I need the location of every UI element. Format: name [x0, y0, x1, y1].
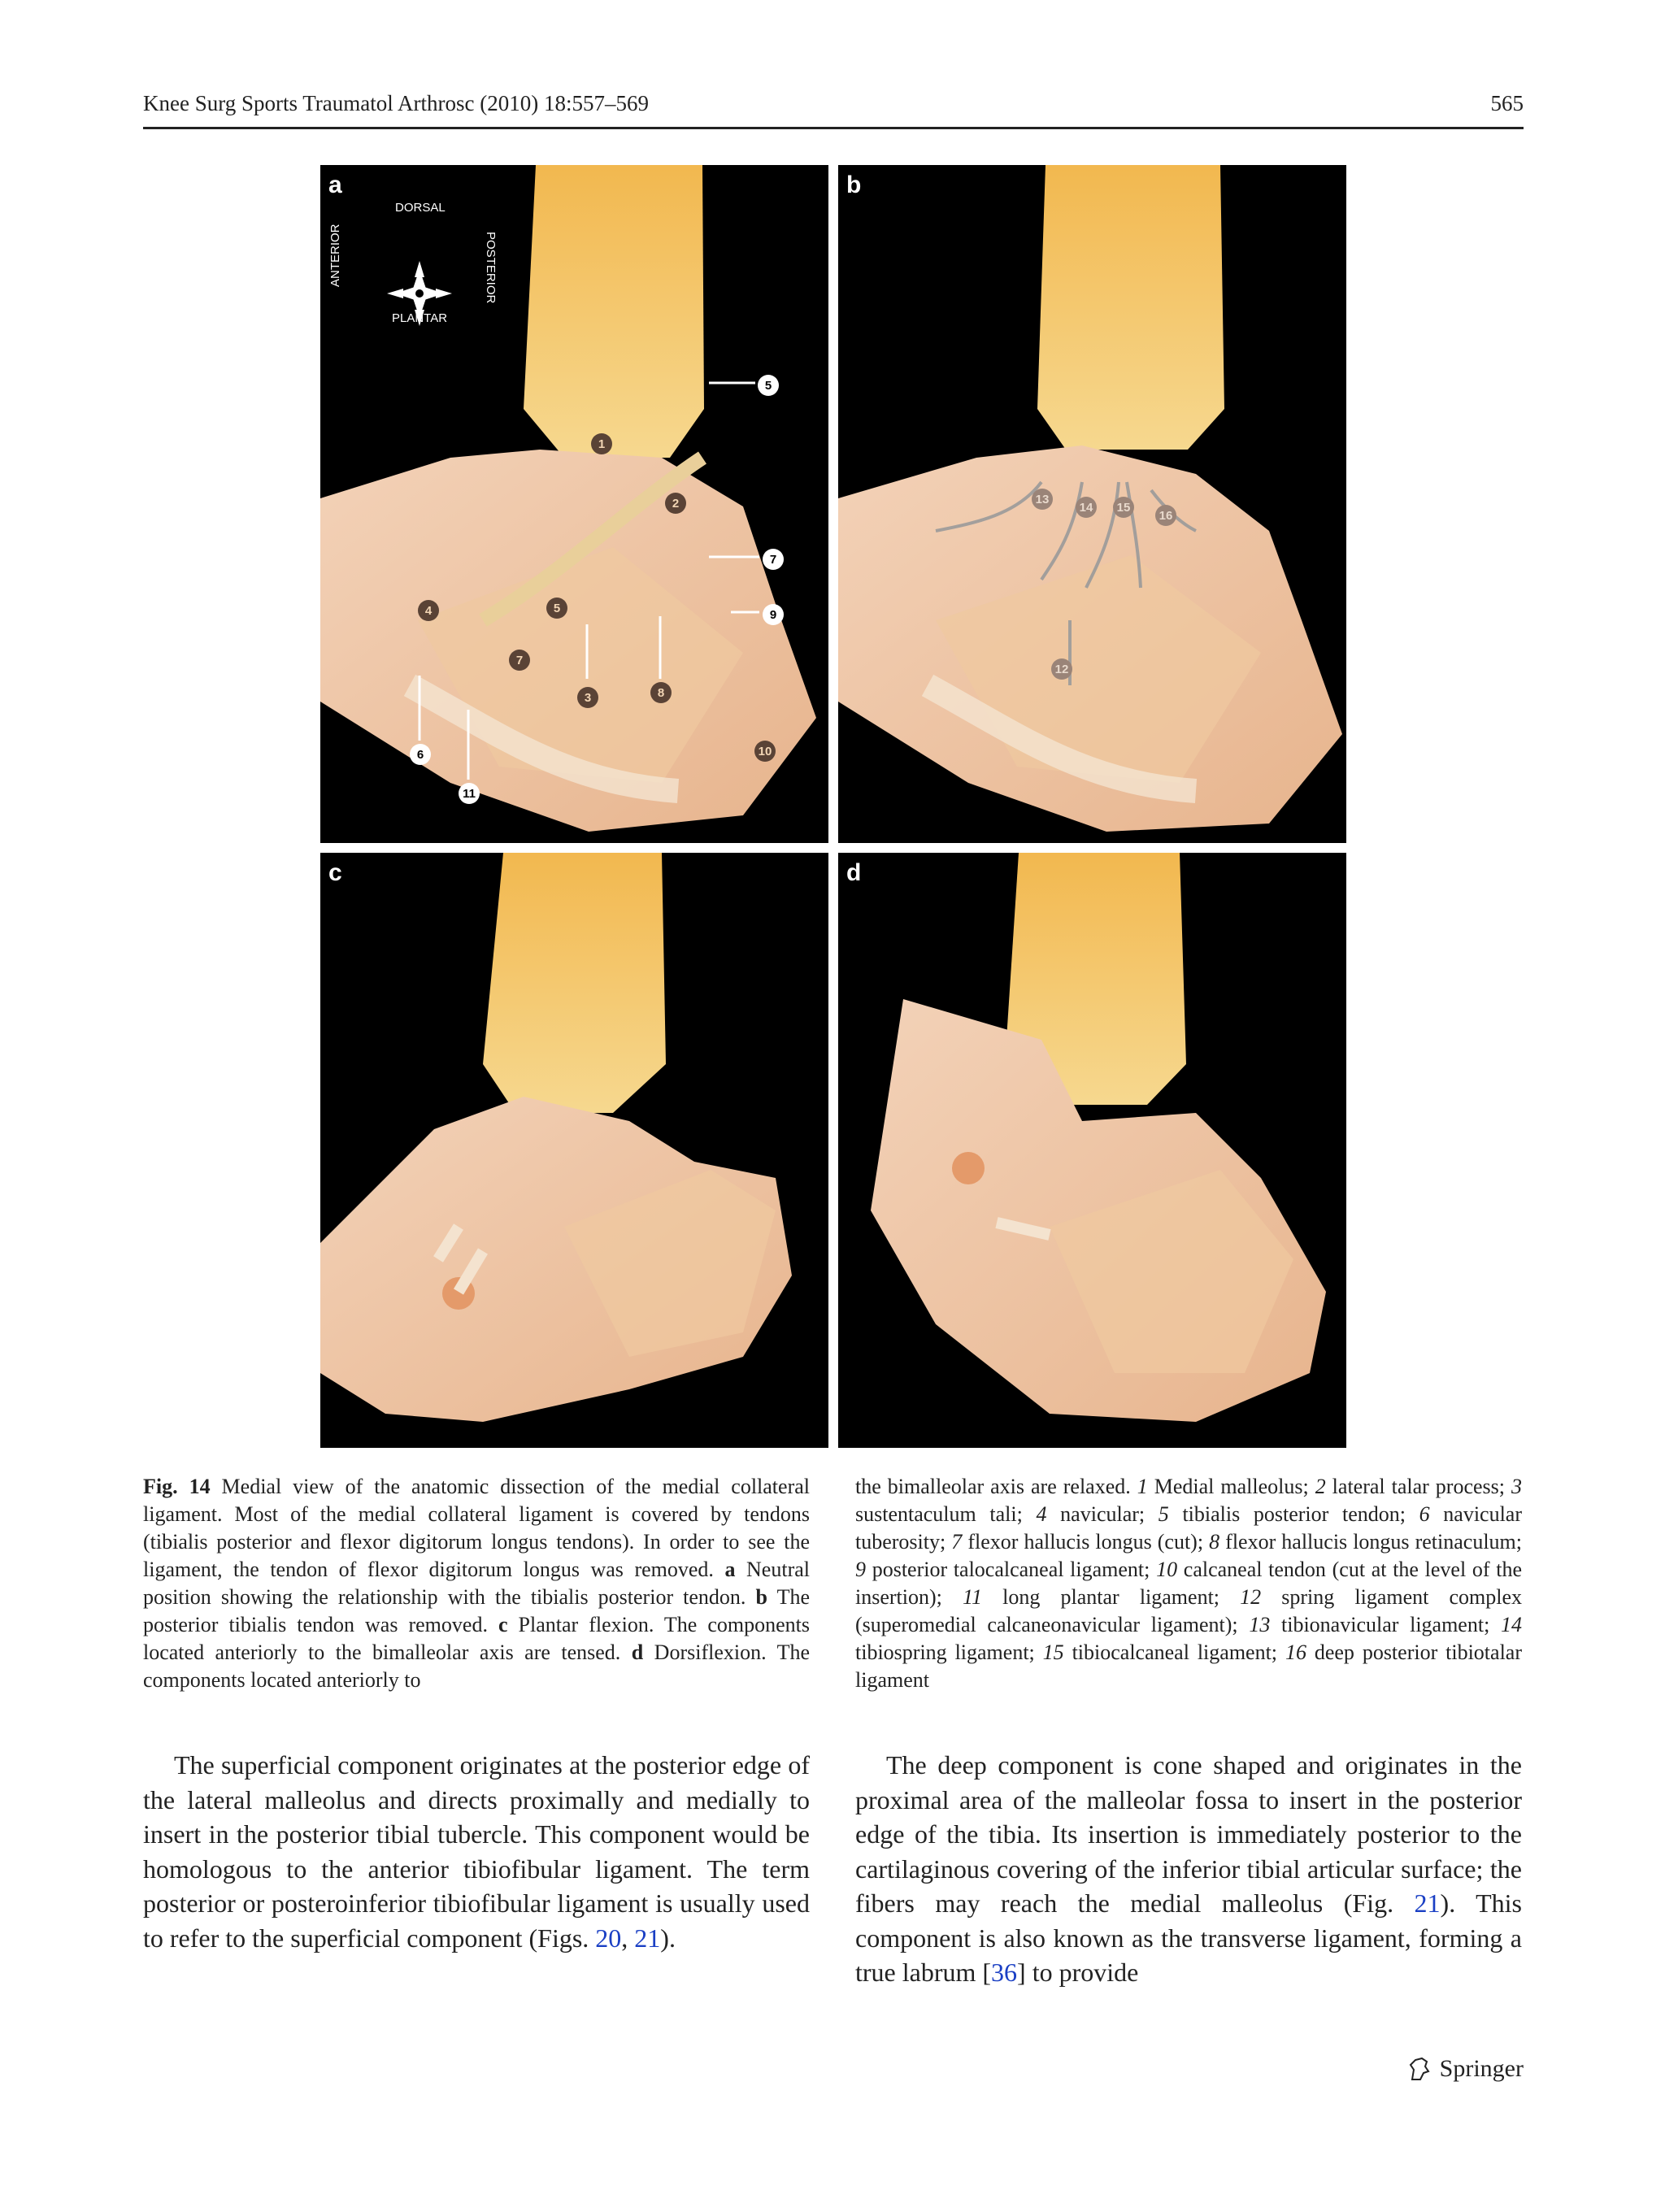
caption-panel-d: d: [631, 1641, 644, 1664]
marker-3: 3: [577, 687, 598, 708]
figure-ref-link[interactable]: 21: [634, 1923, 661, 1953]
legend-text: Medial malleolus;: [1147, 1475, 1315, 1498]
legend-number: 16: [1285, 1641, 1306, 1664]
publisher-name: Springer: [1439, 2055, 1524, 2082]
caption-text: Plantar flexion. The components located anteriorly to the bimalleolar axis are tensed.: [143, 1613, 811, 1664]
marker-11: 11: [459, 783, 480, 804]
marker-6: 6: [410, 744, 431, 765]
figure-label: Fig. 14: [143, 1475, 211, 1498]
caption-text: The posterior tibialis tendon was removed.: [143, 1585, 811, 1636]
marker-12: 12: [1051, 658, 1072, 680]
marker-5-top: 5: [758, 375, 779, 396]
legend-number: 2: [1315, 1475, 1326, 1498]
paragraph-text: ] to provide: [1017, 1958, 1139, 1987]
legend-number: 12: [1240, 1585, 1262, 1609]
legend-number: 3: [1511, 1475, 1522, 1498]
journal-citation: Knee Surg Sports Traumatol Arthrosc (2010) 18:557–569: [143, 91, 649, 115]
paragraph: [855, 1748, 1522, 1990]
legend-number: 5: [1158, 1502, 1169, 1526]
caption-text: Neutral position showing the relationship with the tibialis posterior tendon.: [143, 1558, 810, 1609]
figure-ref-link[interactable]: 20: [595, 1923, 622, 1953]
legend-number: 9: [855, 1558, 866, 1581]
marker-9: 9: [763, 604, 784, 625]
panel-c-photo: [320, 853, 828, 1448]
legend-text: sustentaculum tali;: [855, 1502, 1037, 1526]
legend-number: 15: [1042, 1641, 1064, 1664]
panel-label: a: [328, 172, 342, 198]
legend-number: 1: [1137, 1475, 1148, 1498]
springer-horse-icon: [1406, 2055, 1433, 2083]
panel-a-photo: [320, 165, 828, 843]
compass-dorsal-label: DORSAL: [395, 201, 446, 215]
figure-caption-left: [143, 1473, 810, 1694]
legend-text: deep posterior tibiotalar ligament: [855, 1641, 1522, 1692]
legend-text: tibiocalcaneal ligament;: [1063, 1641, 1285, 1664]
marker-4: 4: [418, 600, 439, 621]
marker-15: 15: [1113, 497, 1134, 518]
paragraph-text: ). This component is also known as the transverse ligament, forming a true labrum [: [855, 1888, 1522, 1987]
panel-label: d: [846, 859, 862, 886]
marker-8: 8: [650, 682, 672, 703]
legend-text: lateral talar process;: [1325, 1475, 1511, 1498]
legend-number: 11: [962, 1585, 983, 1609]
panel-d: [838, 853, 1346, 1448]
legend-text: navicular;: [1046, 1502, 1159, 1526]
paragraph-text: The superficial component originates at the posterior edge of the lateral malleolus and directs proximally and medially to insert in the posterior tibial tubercle. This component would be homologous to the anterior tibiofibular ligament. The term posterior or posteroinferior tibiofibular ligament is usually used to refer to the superficial component (Figs.: [143, 1750, 810, 1953]
legend-number: 13: [1249, 1613, 1271, 1636]
legend-text: spring ligament complex (superomedial calcaneonavicular ligament);: [855, 1585, 1522, 1636]
running-header: [143, 88, 1524, 129]
marker-5: 5: [546, 598, 567, 619]
legend-number: 7: [951, 1530, 963, 1554]
caption-panel-c: c: [498, 1613, 508, 1636]
marker-1: 1: [591, 433, 612, 454]
panel-label: b: [846, 172, 862, 198]
legend-number: 14: [1501, 1613, 1522, 1636]
panel-label: c: [328, 859, 342, 886]
compass-anterior-label: ANTERIOR: [328, 224, 342, 287]
figure-caption-right: [855, 1473, 1522, 1694]
legend-text: long plantar ligament;: [982, 1585, 1241, 1609]
tibia-shape: [524, 165, 704, 458]
caption-panel-a: a: [724, 1558, 736, 1581]
paragraph: [143, 1748, 810, 1955]
panel-a: [320, 165, 828, 843]
caption-text: Medial view of the anatomic dissection of the medial collateral ligament. Most of the medial collateral ligament is covered by tendons (tibialis posterior and flexor digitorum longus tendons). In order to see the ligament, the tendon of flexor digitorum longus was removed.: [143, 1475, 810, 1581]
publisher-logo: [1406, 2055, 1524, 2083]
marker-2: 2: [665, 493, 686, 514]
marker-16: 16: [1155, 505, 1176, 526]
body-column-left: [143, 1748, 810, 1955]
page-number: 565: [1490, 91, 1524, 115]
tibia-shape: [1037, 165, 1224, 450]
panel-d-photo: [838, 853, 1346, 1448]
citation-ref-link[interactable]: 36: [991, 1958, 1018, 1987]
marker-13: 13: [1032, 489, 1053, 510]
paragraph-text: ).: [660, 1923, 676, 1953]
legend-text: flexor hallucis longus retinaculum;: [1219, 1530, 1522, 1554]
caption-text: Dorsiflexion. The components located anteriorly to: [143, 1641, 811, 1692]
panel-c: [320, 853, 828, 1448]
caption-panel-b: b: [755, 1585, 767, 1609]
marker-7-top: 7: [763, 549, 784, 570]
legend-number: 8: [1209, 1530, 1220, 1554]
tibia-shape: [483, 853, 666, 1113]
figure-ref-link[interactable]: 21: [1414, 1888, 1441, 1918]
compass-posterior-label: POSTERIOR: [484, 232, 498, 304]
body-column-right: [855, 1748, 1522, 1990]
legend-text: tibionavicular ligament;: [1270, 1613, 1501, 1636]
legend-text: calcaneal tendon (cut at the level of the insertion);: [855, 1558, 1522, 1609]
legend-text: tibialis posterior tendon;: [1168, 1502, 1419, 1526]
paragraph-text: ,: [621, 1923, 635, 1953]
caption-text: the bimalleolar axis are relaxed.: [855, 1475, 1137, 1498]
navicular-mark: [952, 1152, 985, 1184]
legend-number: 4: [1036, 1502, 1047, 1526]
legend-number: 10: [1156, 1558, 1178, 1581]
compass-plantar-label: PLANTAR: [392, 311, 448, 325]
panel-b: [838, 165, 1346, 843]
marker-7: 7: [509, 650, 530, 671]
legend-text: posterior talocalcaneal ligament;: [866, 1558, 1157, 1581]
marker-10: 10: [754, 741, 776, 762]
legend-text: flexor hallucis longus (cut);: [962, 1530, 1210, 1554]
marker-14: 14: [1076, 497, 1097, 518]
figure-14: [320, 165, 1346, 1448]
legend-text: navicular tuberosity;: [855, 1502, 1523, 1554]
paragraph-text: The deep component is cone shaped and originates in the proximal area of the malleolar fossa to insert in the posterior edge of the tibia. Its insertion is immediately posterior to the cartilaginous covering of the inferior tibial articular surface; the fibers may reach the medial malleolus (Fig.: [855, 1750, 1522, 1918]
legend-text: tibiospring ligament;: [855, 1641, 1043, 1664]
legend-number: 6: [1419, 1502, 1430, 1526]
